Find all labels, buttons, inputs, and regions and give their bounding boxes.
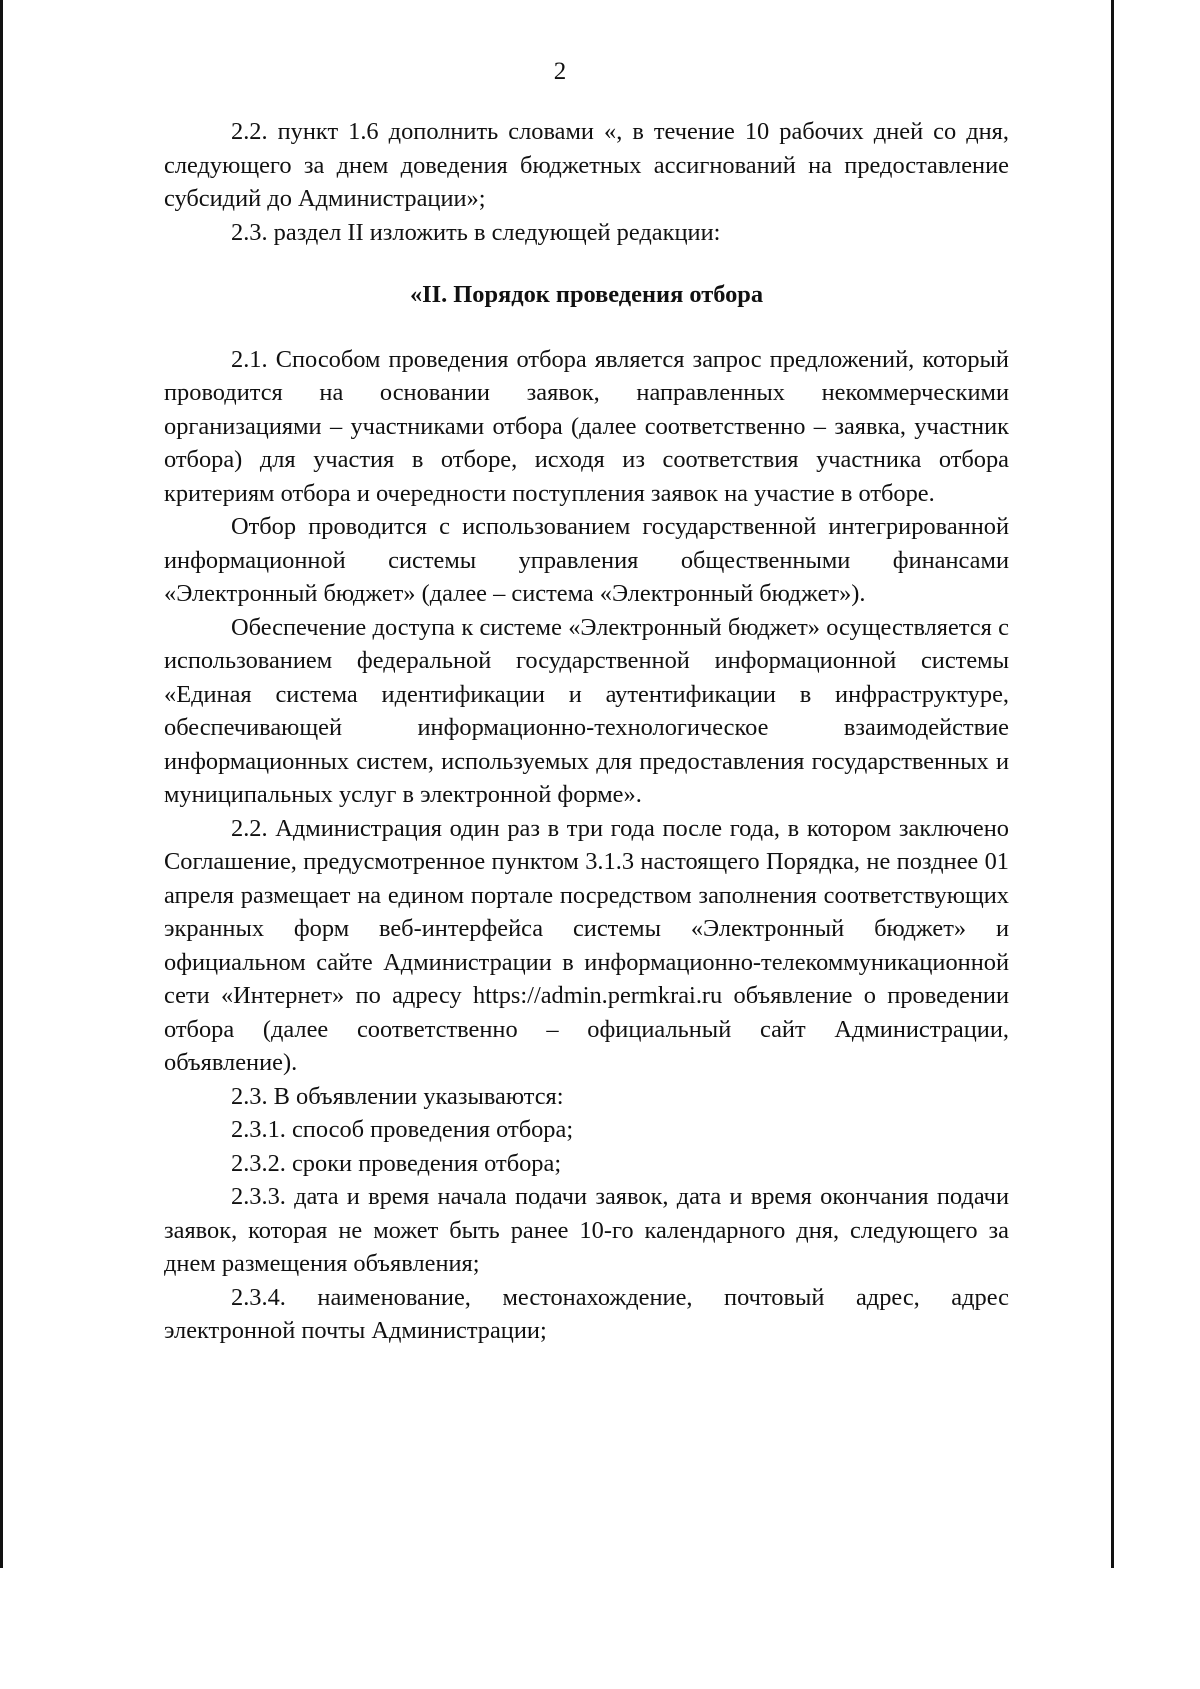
- document-body: [164, 115, 1009, 1348]
- paragraph-2-3-3: 2.3.3. дата и время начала подачи заявок, дата и время окончания подачи заявок, которая не может быть ранее 10-го календарного дня, следующего за днем размещения объявления;: [164, 1183, 1009, 1277]
- paragraph-2-3-1: 2.3.1. способ проведения отбора;: [231, 1116, 574, 1143]
- amendment-item-2-3: 2.3. раздел II изложить в следующей редакции:: [231, 218, 721, 246]
- paragraph-2-1: 2.1. Способом проведения отбора является запрос предложений, который проводится на основании заявок, направленных некоммерческими организациями – участниками отбора (далее соответственно – заявка, участник отбора) для участия в отборе, исходя из соответствия участника отбора критериям отбора и очередности поступления заявок на участие в отборе.: [164, 345, 1009, 507]
- page-number: 2: [553, 58, 567, 85]
- amendment-item-2-2: 2.2. пункт 1.6 дополнить словами «, в течение 10 рабочих дней со дня, следующего за днем доведения бюджетных ассигнований на предоставление субсидий до Администрации»;: [164, 118, 1009, 212]
- paragraph-2-3: 2.3. В объявлении указываются:: [231, 1082, 564, 1110]
- paragraph-2-3-4: 2.3.4. наименование, местонахождение, почтовый адрес, адрес электронной почты Администрации;: [164, 1283, 1009, 1344]
- paragraph-system-access: Обеспечение доступа к системе «Электронный бюджет» осуществляется с использованием федеральной государственной информационной системы «Единая система идентификации и аутентификации в инфраструктуре, обеспечивающей информационно-технологическое взаимодействие информационных систем, используемых для предоставления государственных и муниципальных услуг в электронной форме».: [164, 613, 1009, 808]
- paragraph-2-3-2: 2.3.2. сроки проведения отбора;: [231, 1149, 562, 1177]
- paragraph-selection-system: Отбор проводится с использованием государственной интегрированной информационной системы управления общественными финансами «Электронный бюджет» (далее – система «Электронный бюджет»).: [164, 513, 1009, 607]
- section-title: «II. Порядок проведения отбора: [409, 281, 764, 308]
- paragraph-2-2: 2.2. Администрация один раз в три года после года, в котором заключено Соглашение, предусмотренное пунктом 3.1.3 настоящего Порядка, не позднее 01 апреля размещает на едином портале посредством заполнения соответствующих экранных форм веб-интерфейса системы «Электронный бюджет» и официальном сайте Администрации в информационно-телекоммуникационной сети «Интернет» по адресу https://admin.permkrai.ru объявление о проведении отбора (далее соответственно – официальный сайт Администрации, объявление).: [164, 814, 1009, 1076]
